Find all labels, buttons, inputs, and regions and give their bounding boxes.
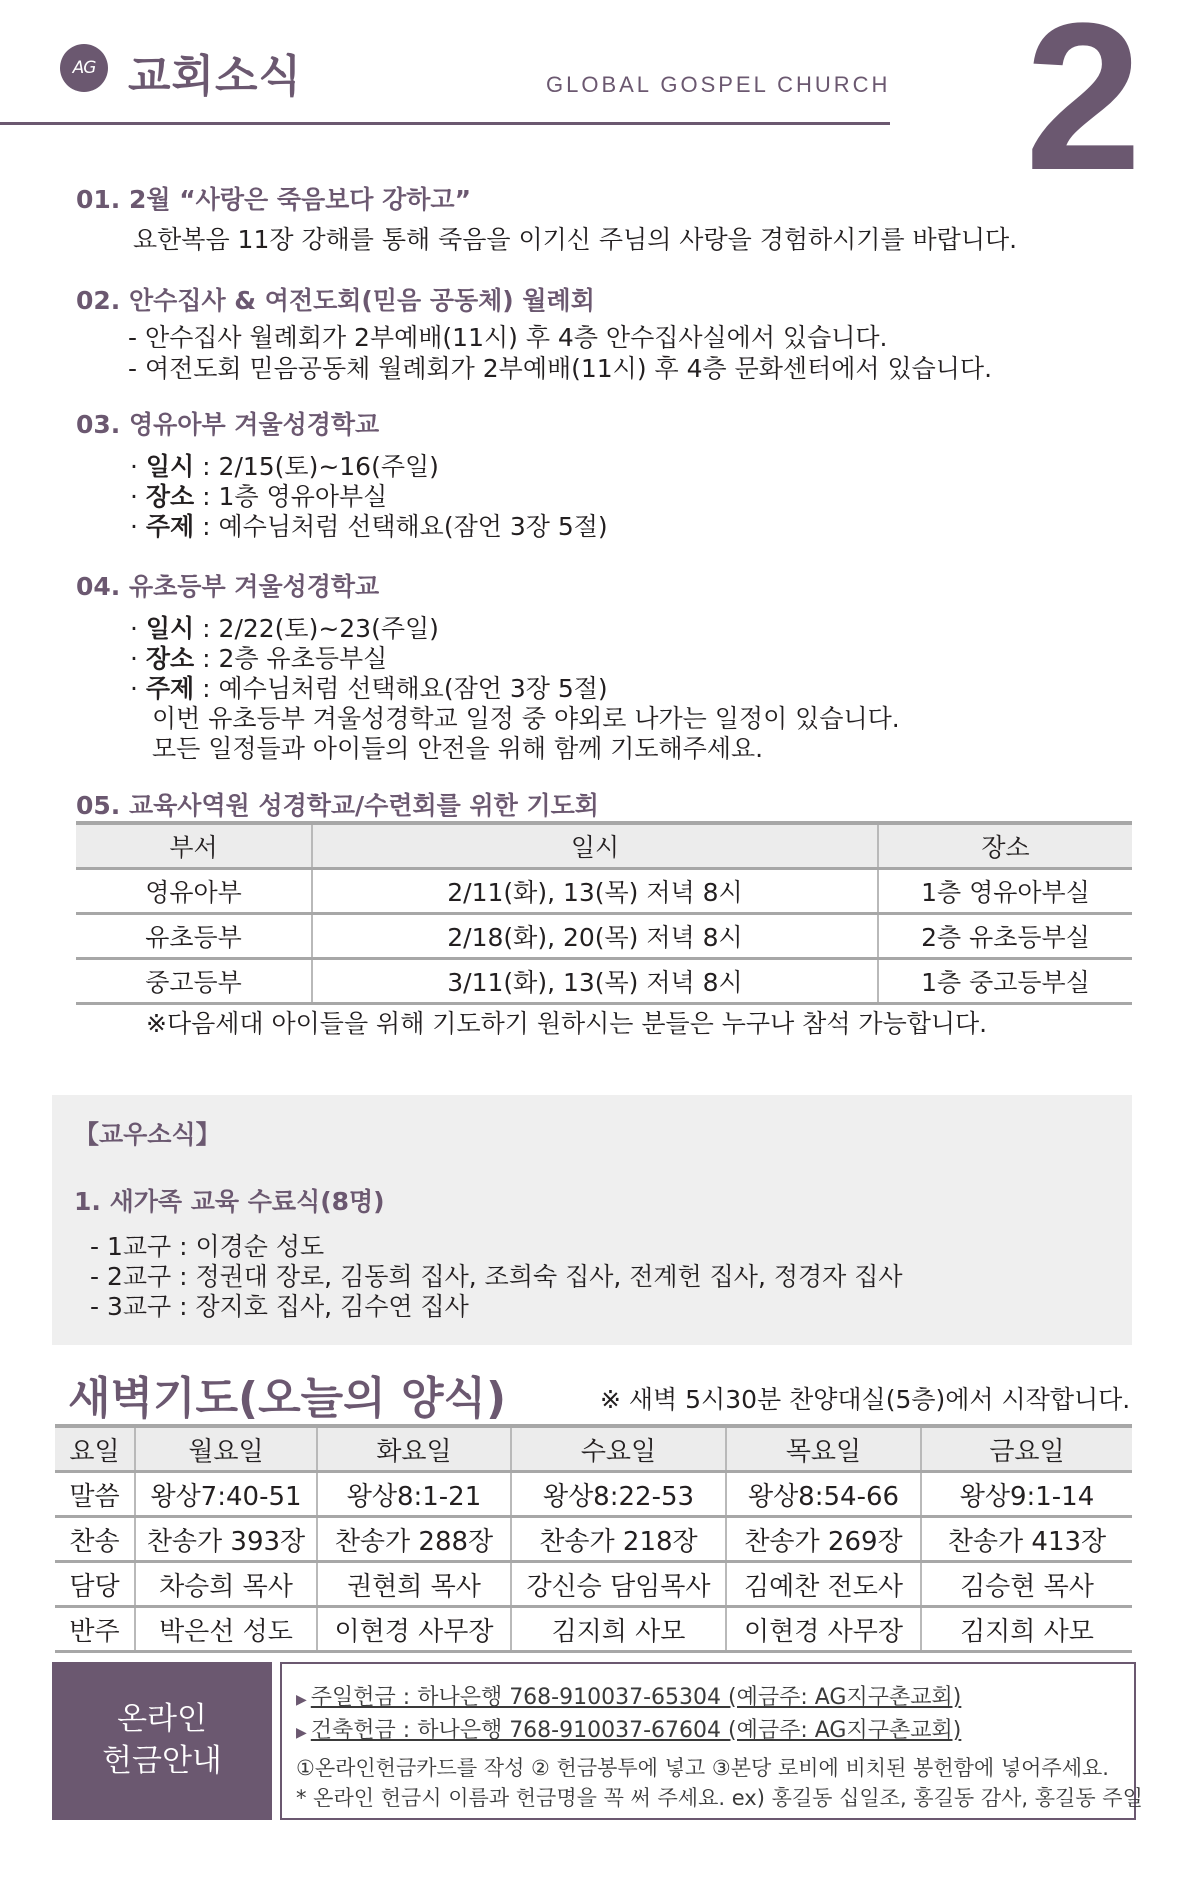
online-giving-box [280, 1662, 1143, 1820]
table-cell: 1층 중고등부실 [878, 959, 1132, 1004]
table-cell: 유초등부 [76, 914, 312, 959]
prayer-meeting-table [76, 821, 1132, 1005]
section-4-line: 모든 일정들과 아이들의 안전을 위해 함께 기도해주세요. [152, 734, 764, 763]
table-cell: 3/11(화), 13(목) 저녁 8시 [312, 959, 878, 1004]
table-cell: 2/18(화), 20(목) 저녁 8시 [312, 914, 878, 959]
giving-account-2 [296, 1713, 961, 1744]
section-5-note: ※다음세대 아이들을 위해 기도하기 원하시는 분들은 누구나 참석 가능합니다. [146, 1009, 988, 1038]
item-value: : 2/15(토)~16(주일) [194, 452, 439, 481]
table-cell: 박은선 성도 [135, 1607, 317, 1652]
news-heading: 【교우소식】 [74, 1120, 221, 1149]
item-key: 장소 [145, 644, 195, 673]
news-line: - 2교구 : 정권대 장로, 김동희 집사, 조희숙 집사, 전계헌 집사, 정경자 집사 [90, 1262, 903, 1291]
triangle-icon: ▶ [296, 1692, 307, 1708]
column-header: 화요일 [317, 1426, 511, 1472]
table-cell: 김승현 목사 [921, 1562, 1132, 1607]
table-row [76, 959, 1132, 1004]
table-cell: 강신승 담임목사 [511, 1562, 726, 1607]
giving-instruction: ①온라인헌금카드를 작성 ② 헌금봉투에 넣고 ③본당 로비에 비치된 봉헌함에 넣어주세요. [296, 1756, 1109, 1780]
table-cell: 찬송가 288장 [317, 1517, 511, 1562]
item-value: : 2층 유초등부실 [194, 644, 388, 673]
giving-label-line: 온라인 [117, 1701, 207, 1738]
table-row [76, 869, 1132, 914]
section-4-item: · 장소 : 2층 유초등부실 [130, 644, 388, 673]
table-cell: 찬송가 269장 [726, 1517, 921, 1562]
triangle-icon: ▶ [296, 1725, 307, 1741]
online-giving-label [52, 1662, 272, 1820]
table-cell: 이현경 사무장 [726, 1607, 921, 1652]
column-header: 부서 [76, 823, 312, 869]
section-3-title: 03. 영유아부 겨울성경학교 [76, 410, 380, 439]
item-key: 주제 [145, 512, 195, 541]
item-value: : 예수님처럼 선택해요(잠언 3장 5절) [194, 674, 608, 703]
giving-note: * 온라인 헌금시 이름과 헌금명을 꼭 써 주세요. ex) 홍길동 십일조, 홍길동 감사, 홍길동 주일 [296, 1786, 1143, 1810]
news-line: - 3교구 : 장지호 집사, 김수연 집사 [90, 1292, 469, 1321]
table-cell: 1층 영유아부실 [878, 869, 1132, 914]
section-1-title: 01. 2월 “사랑은 죽음보다 강하고” [76, 185, 472, 214]
table-cell: 이현경 사무장 [317, 1607, 511, 1652]
column-header: 월요일 [135, 1426, 317, 1472]
table-cell: 왕상8:54-66 [726, 1472, 921, 1517]
table-cell: 왕상8:22-53 [511, 1472, 726, 1517]
table-cell: 왕상8:1-21 [317, 1472, 511, 1517]
church-name: GLOBAL GOSPEL CHURCH [546, 72, 891, 97]
table-cell: 왕상9:1-14 [921, 1472, 1132, 1517]
table-row [55, 1472, 1132, 1517]
column-header: 요일 [55, 1426, 135, 1472]
page-number: 2 [1025, 0, 1142, 214]
table-cell: 김지희 사모 [921, 1607, 1132, 1652]
table-cell: 2층 유초등부실 [878, 914, 1132, 959]
member-news-box [52, 1095, 1132, 1345]
account-text: 주일헌금 : 하나은행 768-910037-65304 (예금주: AG지구촌교회) [310, 1685, 962, 1710]
row-label: 반주 [55, 1607, 135, 1652]
column-header: 금요일 [921, 1426, 1132, 1472]
column-header: 일시 [312, 823, 878, 869]
dawn-prayer-title: 새벽기도(오늘의 양식) [68, 1373, 507, 1424]
item-value: : 2/22(토)~23(주일) [194, 614, 439, 643]
table-cell: 찬송가 218장 [511, 1517, 726, 1562]
item-value: : 예수님처럼 선택해요(잠언 3장 5절) [194, 512, 608, 541]
section-3-item: · 주제 : 예수님처럼 선택해요(잠언 3장 5절) [130, 512, 608, 541]
page-title: 교회소식 [128, 51, 303, 102]
table-cell: 찬송가 393장 [135, 1517, 317, 1562]
column-header: 수요일 [511, 1426, 726, 1472]
section-2-title: 02. 안수집사 & 여전도회(믿음 공동체) 월례회 [76, 286, 595, 315]
section-5-title: 05. 교육사역원 성경학교/수련회를 위한 기도회 [76, 791, 599, 820]
section-3-item: · 일시 : 2/15(토)~16(주일) [130, 452, 439, 481]
section-4-item: · 주제 : 예수님처럼 선택해요(잠언 3장 5절) [130, 674, 608, 703]
table-cell: 김지희 사모 [511, 1607, 726, 1652]
table-row [55, 1517, 1132, 1562]
row-label: 찬송 [55, 1517, 135, 1562]
table-cell: 2/11(화), 13(목) 저녁 8시 [312, 869, 878, 914]
item-key: 장소 [145, 482, 195, 511]
table-cell: 영유아부 [76, 869, 312, 914]
news-item-title: 1. 새가족 교육 수료식(8명) [74, 1187, 385, 1216]
section-1-text: 요한복음 11장 강해를 통해 죽음을 이기신 주님의 사랑을 경험하시기를 바랍니다. [133, 225, 1018, 254]
table-row [55, 1562, 1132, 1607]
item-key: 일시 [145, 452, 195, 481]
section-4-title: 04. 유초등부 겨울성경학교 [76, 572, 380, 601]
table-header-row [55, 1426, 1132, 1472]
table-header-row [76, 823, 1132, 869]
table-row [55, 1607, 1132, 1652]
section-4-line: 이번 유초등부 겨울성경학교 일정 중 야외로 나가는 일정이 있습니다. [152, 704, 900, 733]
table-cell: 중고등부 [76, 959, 312, 1004]
section-2-line: - 안수집사 월례회가 2부예배(11시) 후 4층 안수집사실에서 있습니다. [128, 323, 888, 352]
row-label: 말씀 [55, 1472, 135, 1517]
item-value: : 1층 영유아부실 [194, 482, 388, 511]
column-header: 목요일 [726, 1426, 921, 1472]
table-row [76, 914, 1132, 959]
section-2-line: - 여전도회 믿음공동체 월례회가 2부예배(11시) 후 4층 문화센터에서 있습니다. [128, 354, 993, 383]
item-key: 주제 [145, 674, 195, 703]
table-cell: 김예찬 전도사 [726, 1562, 921, 1607]
dawn-prayer-table [55, 1424, 1132, 1653]
item-key: 일시 [145, 614, 195, 643]
giving-account-1 [296, 1680, 961, 1711]
table-cell: 왕상7:40-51 [135, 1472, 317, 1517]
table-cell: 찬송가 413장 [921, 1517, 1132, 1562]
section-3-item: · 장소 : 1층 영유아부실 [130, 482, 388, 511]
church-logo: AG [60, 44, 108, 92]
table-cell: 권현희 목사 [317, 1562, 511, 1607]
column-header: 장소 [878, 823, 1132, 869]
dawn-prayer-note: ※ 새벽 5시30분 찬양대실(5층)에서 시작합니다. [600, 1385, 1131, 1414]
giving-label-line: 헌금안내 [102, 1743, 222, 1779]
account-text: 건축헌금 : 하나은행 768-910037-67604 (예금주: AG지구촌교회) [310, 1718, 962, 1743]
row-label: 담당 [55, 1562, 135, 1607]
table-cell: 차승희 목사 [135, 1562, 317, 1607]
header-divider [0, 122, 890, 125]
news-line: - 1교구 : 이경순 성도 [90, 1232, 325, 1261]
section-4-item: · 일시 : 2/22(토)~23(주일) [130, 614, 439, 643]
